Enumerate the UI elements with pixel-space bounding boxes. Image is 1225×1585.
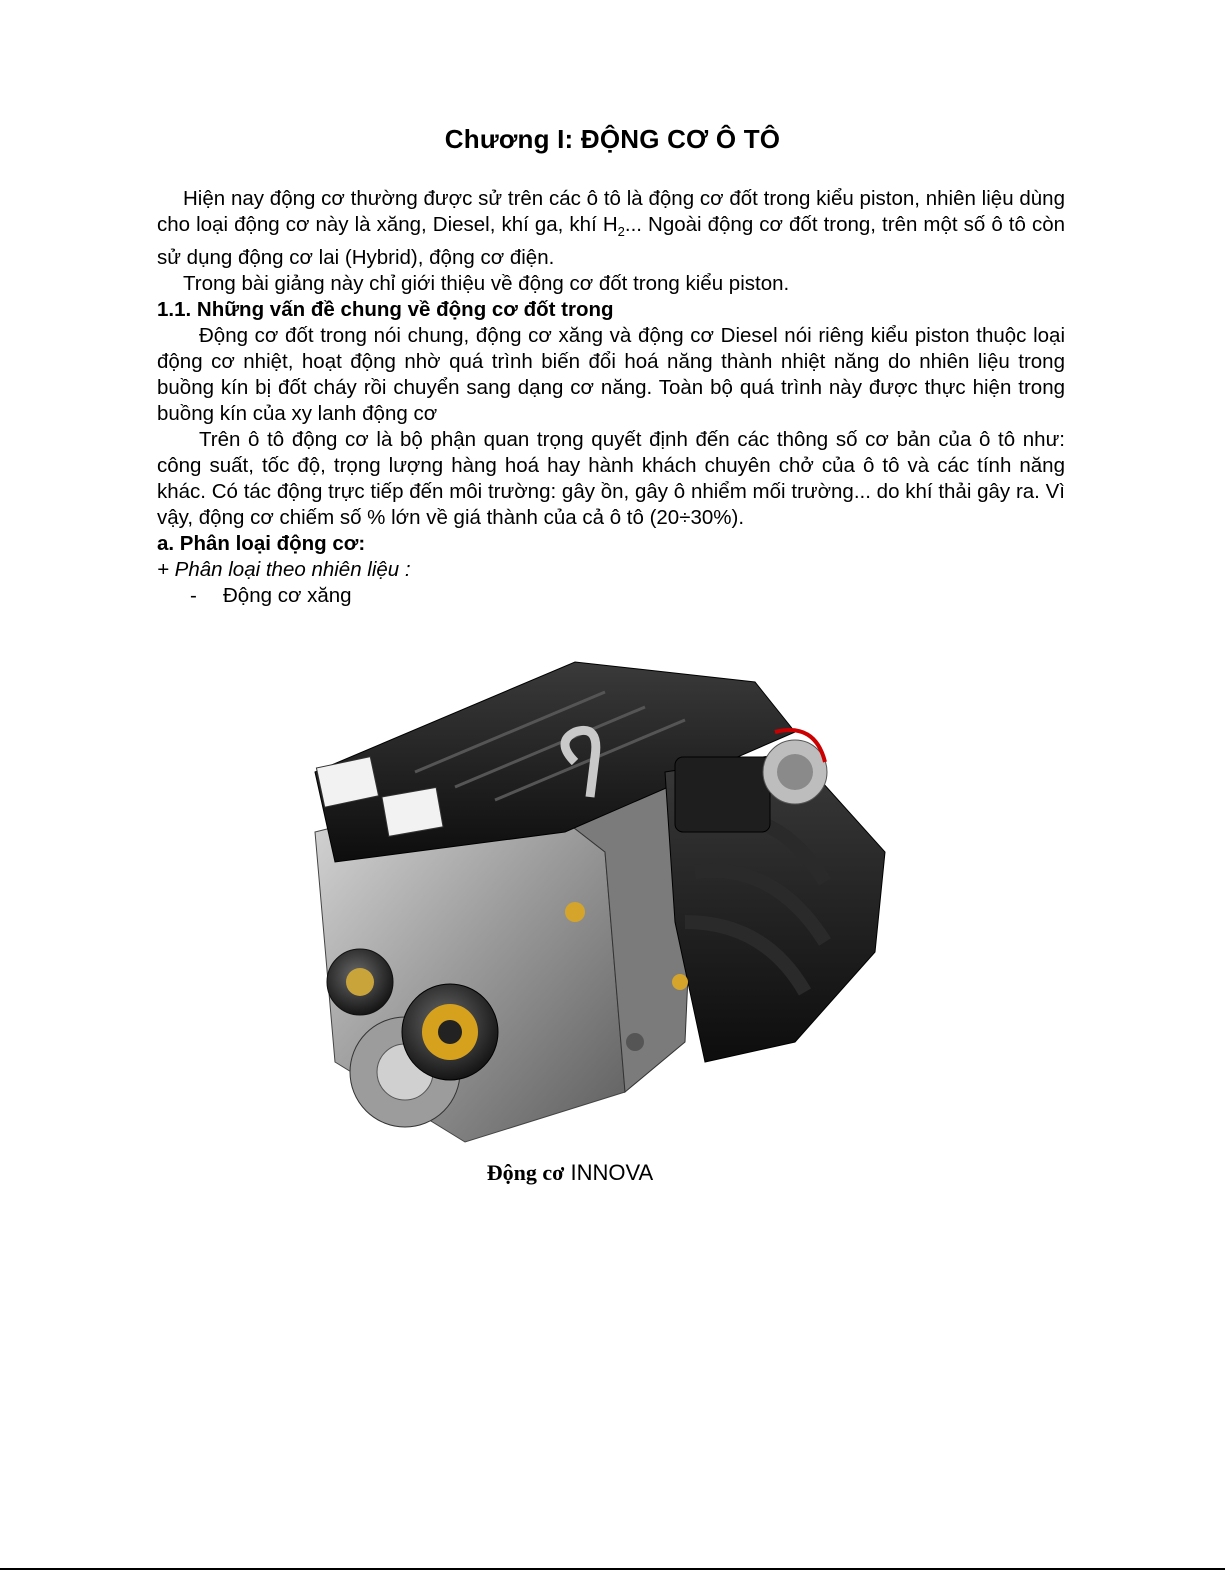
section-paragraph-2: Trên ô tô động cơ là bộ phận quan trọng quyết định đến các thông số cơ bản của ô tô như: công suất, tốc độ, trọng lượng hàng hoá hay hành khách chuyên chở của ô tô và các tính năng khác. Có tác động trực tiếp đến môi trường: gây ồn, gây ô nhiểm mối trường... do khí thải gây ra. Vì vậy, động cơ chiếm số % lớn về giá thành của cả ô tô (20÷30%). <box>157 428 1065 530</box>
classification-heading: a. Phân loại động cơ: <box>157 532 366 556</box>
page-bottom-rule <box>0 1568 1225 1570</box>
caption-rest: INNOVA <box>564 1160 654 1185</box>
intro-paragraph-2: Trong bài giảng này chỉ giới thiệu về động cơ đốt trong kiểu piston. <box>183 272 790 296</box>
list-item-text: Động cơ xăng <box>223 584 352 608</box>
figure-caption <box>0 1160 1140 1186</box>
h2-subscript: 2 <box>617 224 625 240</box>
list-item <box>157 583 1065 609</box>
intro-paragraph-1 <box>157 186 1065 271</box>
bullet-dash: - <box>190 584 197 608</box>
caption-bold: Động cơ <box>486 1160 565 1185</box>
section-heading-1-1: 1.1. Những vấn đề chung về động cơ đốt trong <box>157 298 614 322</box>
section-paragraph-1: Động cơ đốt trong nói chung, động cơ xăng và động cơ Diesel nói riêng kiểu piston thuộc loại động cơ nhiệt, hoạt động nhờ quá trình biến đổi hoá năng thành nhiệt năng do nhiên liệu trong buồng kín bị đốt cháy rồi chuyển sang dạng cơ năng. Toàn bộ quá trình này được thực hiện trong buồng kín của xy lanh động cơ <box>157 324 1065 426</box>
classification-by-fuel: + Phân loại theo nhiên liệu : <box>157 558 411 582</box>
intro-text-a: Hiện nay động cơ thường được sử trên các ô tô là động cơ đốt trong kiểu piston, nhiên liệu dùng cho loại động cơ này là xăng, Diesel, khí ga, khí H <box>157 187 1065 236</box>
body-text <box>157 186 1065 609</box>
chapter-title: Chương I: ĐỘNG CƠ Ô TÔ <box>444 124 781 154</box>
intro-text-b: ... Ngoài động cơ đốt trong, trên một số ô tô còn sử dụng động cơ lai (Hybrid), động cơ điện. <box>157 213 1065 270</box>
engine-photo <box>275 622 915 1152</box>
